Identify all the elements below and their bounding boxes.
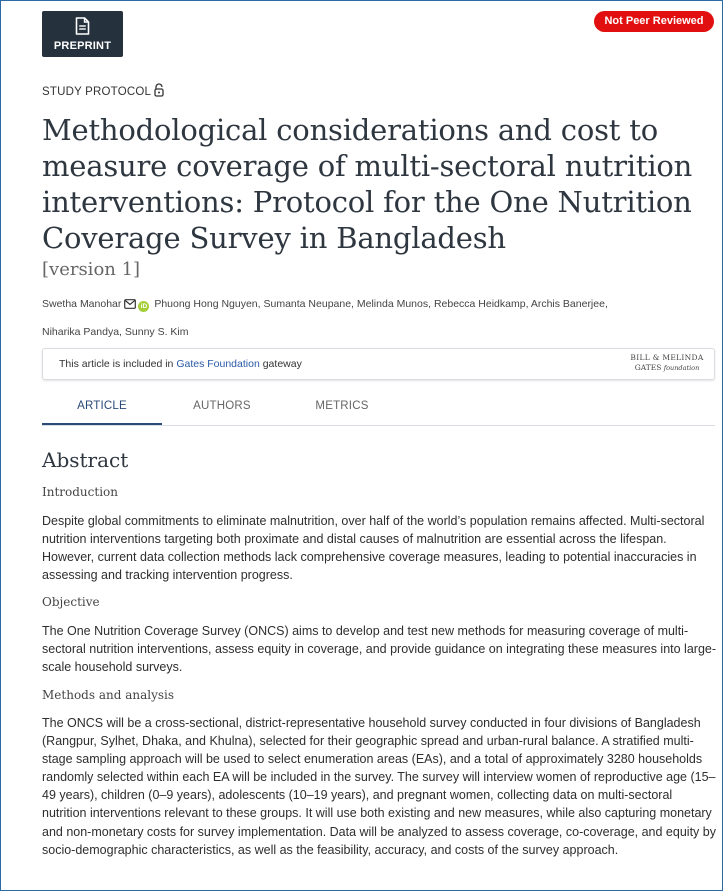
gateway-link[interactable]: Gates Foundation [176,358,260,370]
author-list [42,291,712,345]
section-heading-methods: Methods and analysis [42,688,175,702]
abstract-heading: Abstract [42,448,129,472]
gateway-suffix: gateway [262,358,302,370]
peer-review-badge[interactable]: Not Peer Reviewed [594,11,714,32]
logo-line-2 [626,363,708,373]
author-link[interactable]: Sunny S. Kim [124,326,189,338]
tab-authors[interactable]: AUTHORS [193,400,251,412]
article-type-label: STUDY PROTOCOL [42,85,152,98]
gateway-banner [42,348,715,380]
gateway-prefix: This article is included in [59,358,174,370]
author-link[interactable]: Swetha Manohar [42,298,122,310]
author-link[interactable]: Archis Banerjee, [530,298,608,310]
article-title: Methodological considerations and cost to measure coverage of multi-sectoral nutrition interventions: Protocol for the One Nutrition Coverage Survey in Bangladesh [42,113,693,255]
author-link[interactable]: Phuong Hong Nguyen, [154,298,261,310]
gateway-text [59,358,302,370]
author-link[interactable]: Sumanta Neupane, [263,298,354,310]
tab-article[interactable]: ARTICLE [42,389,162,425]
open-access-lock-icon [154,83,164,100]
section-text-introduction: Despite global commitments to eliminate malnutrition, over half of the world’s population remains affected. Multi-sectoral nutrition interventions targeting both proximate and distal causes of malnutrition are essential across the lifespan. However, current data collection methods lack comprehensive coverage measures, leading to potential inaccuracies in assessing and tracking intervention progress. [42,514,705,583]
section-text-objective: The One Nutrition Coverage Survey (ONCS) aims to develop and test new methods for measuring coverage of multi-sectoral nutrition interventions, assess equity in coverage, and provide guidance on integrating these measures into large-scale household surveys. [42,624,717,675]
tab-metrics[interactable]: METRICS [315,400,369,412]
author-link[interactable]: Melinda Munos, [356,298,432,310]
logo-line-1: BILL & MELINDA [630,353,704,362]
article-type [42,83,164,100]
logo-foundation: foundation [663,364,700,372]
logo-gates: GATES [634,363,662,372]
document-icon [75,17,90,40]
section-heading-introduction: Introduction [42,485,118,499]
preprint-label: PREPRINT [53,40,112,52]
section-text-methods: The ONCS will be a cross-sectional, district-representative household survey conducted in four divisions of Bangladesh (Rangpur, Sylhet, Dhaka, and Khulna), selected for their geographic spread and urban-rural balance. A stratified multi-stage sampling approach will be used to select enumeration areas (EAs), and a total of approximately 3280 households randomly selected within each EA will be included in the survey. The survey will interview women of reproductive age (15–49 years), children (0–9 years), adolescents (10–19 years), and pregnant women, collecting data on multi-sectoral nutrition interventions relevant to these groups. It will use both existing and new measures, while also capturing monetary and non-monetary costs for survey implementation. Data will be analyzed to assess coverage, co-coverage, and equity by socio-demographic characteristics, as well as the feasibility, accuracy, and costs of the survey approach. [42,716,716,857]
article-tabs [42,389,715,426]
section-heading-objective: Objective [42,595,100,609]
mail-icon[interactable] [124,293,136,319]
gates-foundation-logo[interactable] [626,353,708,373]
article-version: [version 1] [42,259,141,280]
orcid-icon[interactable]: iD [138,301,149,312]
author-link[interactable]: Rebecca Heidkamp, [433,298,529,310]
preprint-badge [42,11,123,57]
author-link[interactable]: Niharika Pandya, [42,326,122,338]
